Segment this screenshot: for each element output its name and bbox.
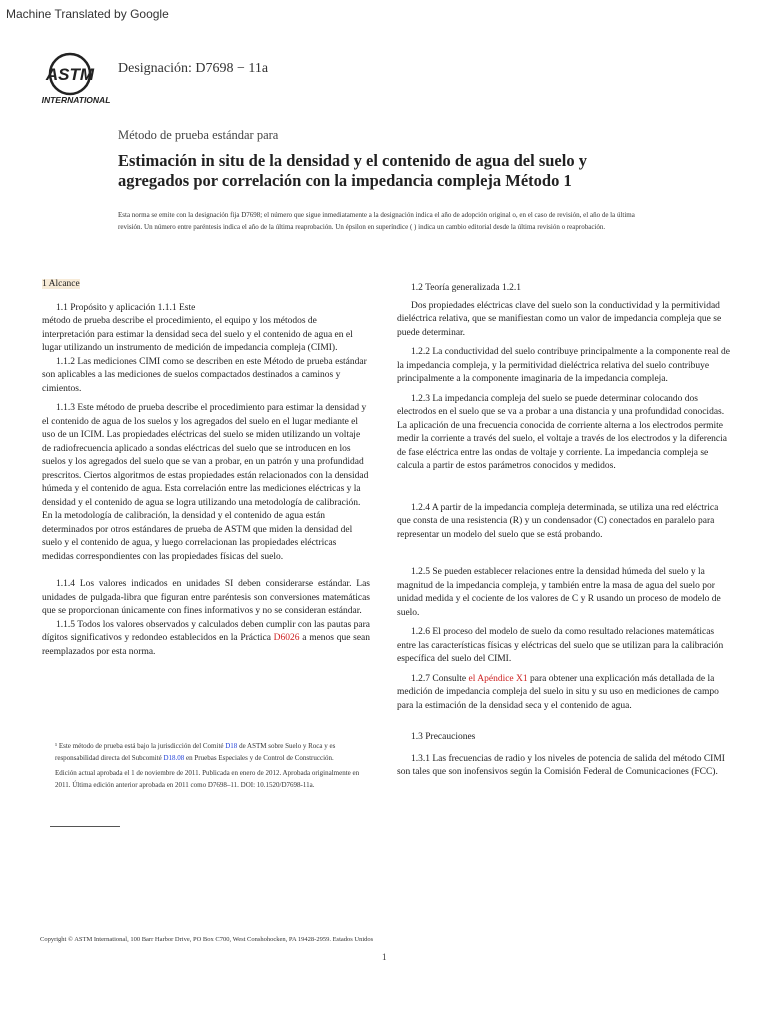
page-number: 1 <box>382 952 387 962</box>
paragraph-1-2-6: 1.2.6 El proceso del modelo de suelo da como resultado relaciones matemáticas entre las características físicas y eléctricas del suelo que se utilizan para la calibración específica del suelo del CIMI. <box>397 627 724 664</box>
left-column <box>38 278 370 659</box>
section-heading-precautions: 1.3 Precauciones <box>411 732 476 742</box>
logo-wordmark: INTERNATIONAL <box>41 95 111 105</box>
paragraph-1-1-1: método de prueba describe el procedimiento, el equipo y los métodos de interpretación para estimar la densidad seca del suelo y el contenido de agua en el lugar utilizando un instrumento de medición de impedancia compleja (CIMI). <box>42 316 353 353</box>
committee-d18-link[interactable]: D18 <box>225 742 238 750</box>
paragraph-1-2-lead: 1.2 Teoría generalizada 1.2.1 <box>411 283 521 293</box>
paragraph-1-2-7-tail: para obtener una explicación más detallada de la medición de impedancia compleja del suelo in situ y su uso en mediciones de campo para la estimación de la densidad seca y el contenido de agua. <box>397 673 719 711</box>
subcommittee-d18-08-link[interactable]: D18.08 <box>163 753 185 762</box>
designation: Designación: D7698 − 11a <box>118 61 269 76</box>
paragraph-1-1-2: 1.1.2 Las mediciones CIMI como se describen en este Método de prueba estándar son aplicables a las mediciones de suelos compactados destinados a caminos y cimientos. <box>42 356 367 394</box>
copyright-notice: Copyright © ASTM International, 100 Barr Harbor Drive, PO Box C700, West Conshohocken, PA 19428-2959. Estados Unidos <box>40 936 374 943</box>
paragraph-1-1-3: 1.1.3 Este método de prueba describe el procedimiento para estimar la densidad y el contenido de agua de los suelos y los agregados del suelo en el lugar mediante el uso de un ICIM. Las propiedades eléctricas del suelo se miden utilizando un voltaje de radiofrecuencia aplicado a sondas eléctricas del suelo que se introducen en los suelos y los agregados del suelo que se van a probar, en un patrón y una profundidad prescritos. Ciertos algoritmos de estas propiedades están relacionados con la densidad húmeda y el contenido de agua. Esta correlación entre las mediciones eléctricas y la densidad y el contenido de agua se logra utilizando una metodología de calibración. En la metodología de calibración, la densidad y el contenido de agua están determinados por otros estándares de prueba de ASTM que miden la densidad del suelo y el contenido de agua, y luego correlacionan las propiedades eléctricas medidas correspondientes con las propiedades físicas del suelo. <box>42 403 369 562</box>
paragraph-1-1-4: 1.1.4 Los valores indicados en unidades SI deben considerarse estándar. Las unidades de pulgada-libra que figuran entre paréntesis son conversiones matemáticas que se proporcionan únicamente con fines informativos y no se consideran estándar. <box>42 579 370 616</box>
appendix-x1-link[interactable]: el Apéndice X1 <box>468 673 528 684</box>
paragraph-1-1-5 <box>38 619 370 660</box>
footnote-1-text: ¹ Este método de prueba está bajo la jurisdicción del Comité <box>55 742 224 750</box>
paragraph-1-2-2: 1.2.2 La conductividad del suelo contribuye principalmente a la componente real de la impedancia compleja, y la permitividad dieléctrica relativa del suelo contribuye principalmente a la componente imaginaria de la impedancia compleja. <box>397 347 730 384</box>
footnote-1-text-2: de ASTM sobre Suelo y Roca y es responsabilidad directa del Subcomité <box>55 742 336 762</box>
paragraph-1-1-lead: 1.1 Propósito y aplicación 1.1.1 Este <box>56 302 196 313</box>
paragraph-1-2-4: 1.2.4 A partir de la impedancia compleja determinada, se utiliza una red eléctrica que consta de una resistencia (R) y un condensador (C) conectados en paralelo para representar un modelo del suelo que se está probando. <box>397 502 719 540</box>
astm-logo <box>40 48 112 108</box>
paragraph-1-2-7-text: 1.2.7 Consulte <box>411 673 467 684</box>
paragraph-1-3-1: 1.3.1 Las frecuencias de radio y los niveles de potencia de salida del método CIMI son tales que son inofensivos según la Comisión Federal de Comunicaciones (FCC). <box>397 753 725 777</box>
section-heading-scope: 1 Alcance <box>42 279 80 289</box>
standard-type: Método de prueba estándar para <box>118 128 279 142</box>
paragraph-1-2-7 <box>395 673 733 714</box>
footnotes <box>55 741 375 791</box>
footnote-1-text-3: en Pruebas Especiales y de Control de Construcción. <box>186 753 334 762</box>
logo-letters: ASTM <box>45 65 95 84</box>
footnote-2: Edición actual aprobada el 1 de noviembre de 2011. Publicada en enero de 2012. Aprobada originalmente en 2011. Última edición anterior aprobada en 2011 como D7698–11. DOI: 10.1520/D7698-11a. <box>55 769 360 789</box>
machine-translated-banner: Machine Translated by Google <box>6 7 169 21</box>
paragraph-1-2-1: Dos propiedades eléctricas clave del suelo son la conductividad y la permitividad dieléctrica relativa, que se manifiestan como un valor de impedancia compleja que se puede determinar. <box>397 300 722 338</box>
document-title: Estimación in situ de la densidad y el contenido de agua del suelo y agregados por correlación con la impedancia compleja Método 1 <box>118 151 587 190</box>
paragraph-1-2-3: 1.2.3 La impedancia compleja del suelo se puede determinar colocando dos electrodos en el suelo que se va a probar a una distancia y una profundidad conocidas. La aplicación de una frecuencia conocida de corriente alterna a los electrodos permite medir la corriente a través del suelo, el voltaje a través de los electrodos y la diferencia de fase eléctrica entre las ondas de voltaje y corriente. La impedancia compleja se calcula a partir de estos parámetros conocidos y medidos. <box>397 393 727 471</box>
right-column <box>395 282 733 780</box>
paragraph-1-1-5-text: 1.1.5 Todos los valores observados y calculados deben cumplir con las pautas para dígitos significativos y redondeo establecidos en la Práctica <box>42 619 370 643</box>
footnote-1 <box>55 741 375 764</box>
standard-note: Esta norma se emite con la designación fija D7698; el número que sigue inmediatamente a la designación indica el año de adopción original o, en el caso de revisión, el año de la última revisión. Un número entre paréntesis indica el año de la última reaprobación. Un épsilon en superíndice ( ) indica un cambio editorial desde la última revisión o reaprobación. <box>118 211 635 231</box>
paragraph-1-1-5-tail: a menos que sean reemplazados por esta norma. <box>42 633 371 657</box>
paragraph-1-2-5: 1.2.5 Se pueden establecer relaciones entre la densidad húmeda del suelo y la magnitud de la impedancia compleja, y también entre la masa de agua del suelo por unidad medida y el cociente de los valores de C y R usando un proceso de modelo de suelo. <box>397 567 721 618</box>
practice-d6026-link[interactable]: D6026 <box>273 633 300 643</box>
footnote-divider <box>50 826 120 827</box>
